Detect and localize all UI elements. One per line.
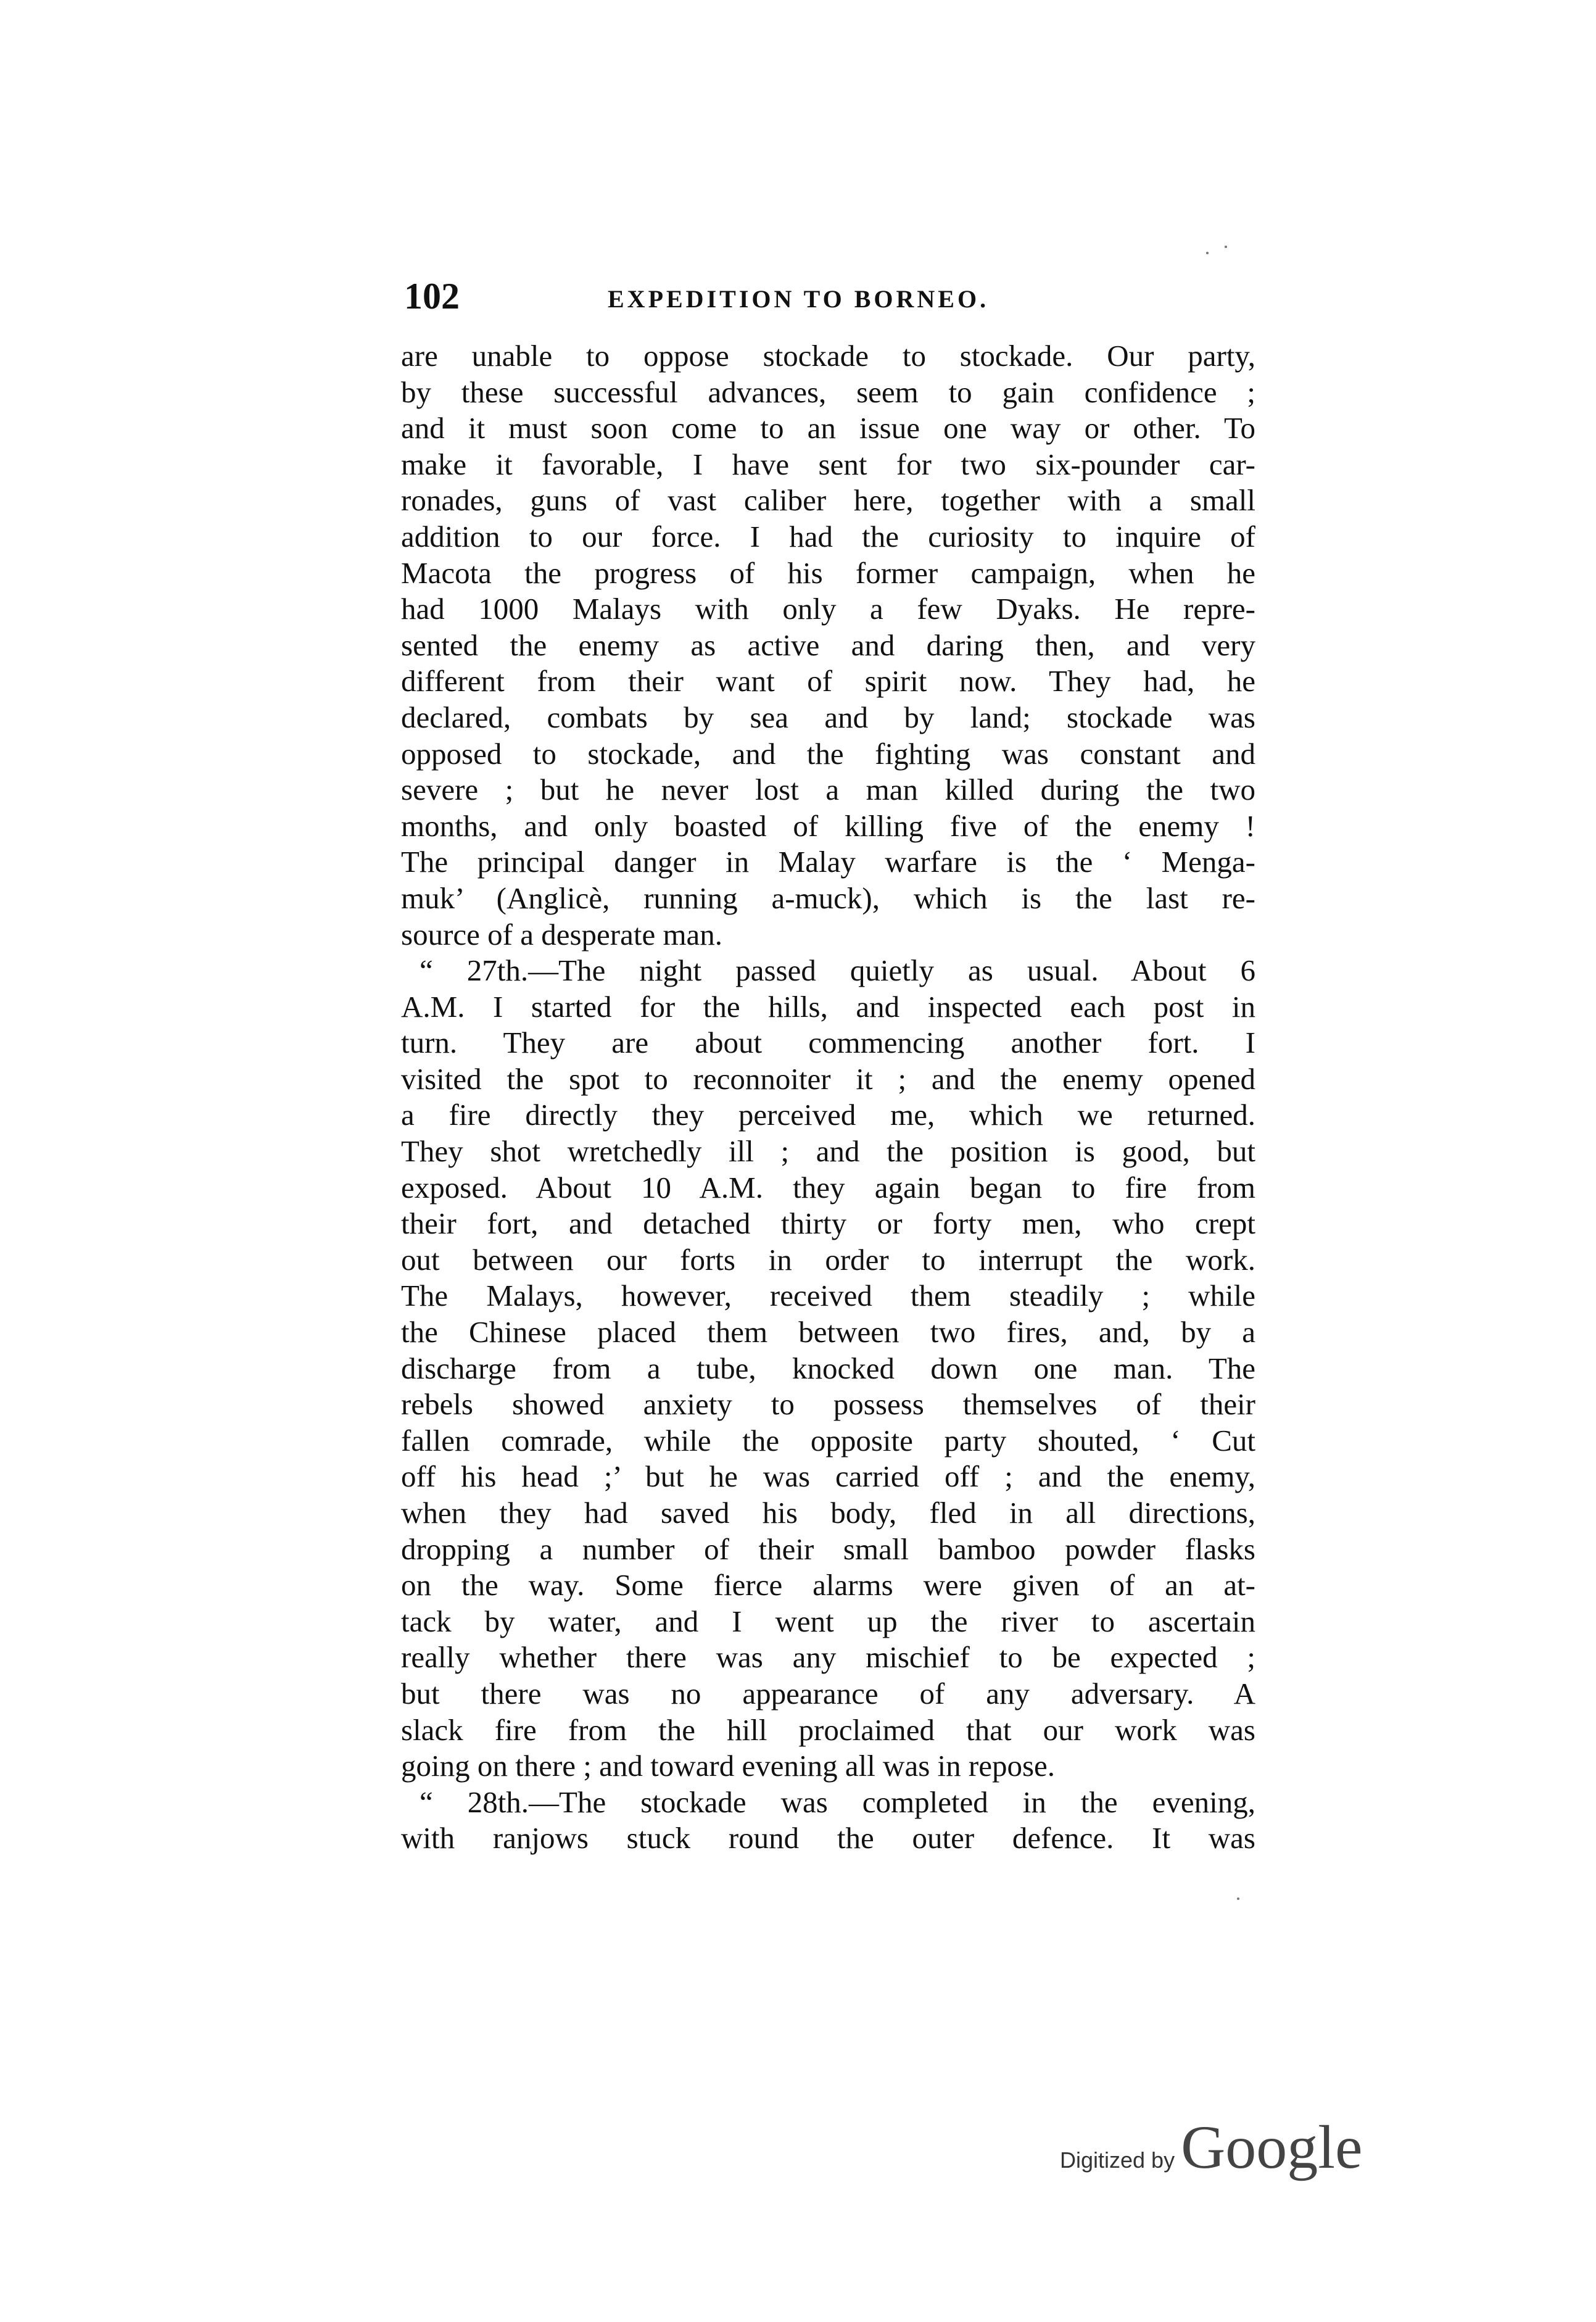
text-line: really whether there was any mischief to be expected ; [401,1640,1255,1675]
text-line: turn. They are about commencing another fort. I [401,1026,1255,1060]
text-line: dropping a number of their small bamboo powder flasks [401,1532,1255,1566]
text-line: fallen comrade, while the opposite party shouted, ‘ Cut [401,1423,1255,1457]
text-line: opposed to stockade, and the fighting was constant and [401,736,1255,771]
text-line: tack by water, and I went up the river to ascertain [401,1604,1255,1638]
text-line: months, and only boasted of killing five of the enemy ! [401,808,1255,843]
text-line: exposed. About 10 A.M. they again began to fire from [401,1170,1255,1205]
text-line: the Chinese placed them between two fires, and, by a [401,1315,1255,1350]
text-line: A.M. I started for the hills, and inspected each post in [401,989,1255,1024]
text-line: by these successful advances, seem to gain confidence ; [401,375,1255,409]
text-line: had 1000 Malays with only a few Dyaks. He repre- [401,592,1255,626]
text-line: muk’ (Anglicè, running a-muck), which is the last re- [401,881,1255,915]
text-line: addition to our force. I had the curiosity to inquire of [401,519,1255,554]
text-line: sented the enemy as active and daring then, and very [401,628,1255,662]
text-line: when they had saved his body, fled in all directions, [401,1496,1255,1530]
text-line: declared, combats by sea and by land; stockade was [401,700,1255,734]
text-line: but there was no appearance of any adversary. A [401,1676,1255,1710]
scan-speck [1206,252,1209,254]
text-line: rebels showed anxiety to possess themselves of their [401,1387,1255,1422]
text-line: The Malays, however, received them steadily ; while [401,1279,1255,1313]
text-line: “ 28th.—The stockade was completed in the evening, [420,1785,1255,1819]
text-line: ronades, guns of vast caliber here, together with a small [401,483,1255,518]
text-line: visited the spot to reconnoiter it ; and the enemy opened [401,1061,1255,1096]
text-line: are unable to oppose stockade to stockade. Our party, [401,339,1255,373]
text-line: Macota the progress of his former campaign, when he [401,555,1255,590]
scan-speck [1237,1897,1239,1900]
scan-speck [1225,246,1227,248]
page-number: 102 [404,276,460,317]
text-line: source of a desperate man. [401,917,723,952]
text-line: out between our forts in order to interrupt the work. [401,1242,1255,1277]
text-line: make it favorable, I have sent for two six-pounder car- [401,447,1255,481]
watermark-google-logo: Google [1181,2113,1363,2181]
text-line: and it must soon come to an issue one way or other. To [401,411,1255,446]
text-line: different from their want of spirit now. They had, he [401,664,1255,699]
text-line: a fire directly they perceived me, which we returned. [401,1098,1255,1132]
text-line: They shot wretchedly ill ; and the position is good, but [401,1134,1255,1169]
body-text [401,338,1255,1857]
text-line: “ 27th.—The night passed quietly as usual. About 6 [420,953,1255,988]
text-line: discharge from a tube, knocked down one man. The [401,1351,1255,1385]
text-line: on the way. Some fierce alarms were given of an at- [401,1568,1255,1603]
text-line: with ranjows stuck round the outer defence. It was [401,1821,1255,1856]
digitized-by-google-watermark [1060,2112,1362,2186]
text-line: slack fire from the hill proclaimed that our work was [401,1712,1255,1747]
text-line: off his head ;’ but he was carried off ; and the enemy, [401,1459,1255,1494]
text-line: their fort, and detached thirty or forty men, who crept [401,1206,1255,1241]
text-line: going on there ; and toward evening all was in repose. [401,1749,1056,1783]
running-head: EXPEDITION TO BORNEO. [608,285,990,313]
page-header [404,272,1255,321]
text-line: severe ; but he never lost a man killed during the two [401,773,1255,807]
watermark-digitized-by: Digitized by [1060,2147,1175,2173]
text-line: The principal danger in Malay warfare is the ‘ Menga- [401,845,1255,879]
